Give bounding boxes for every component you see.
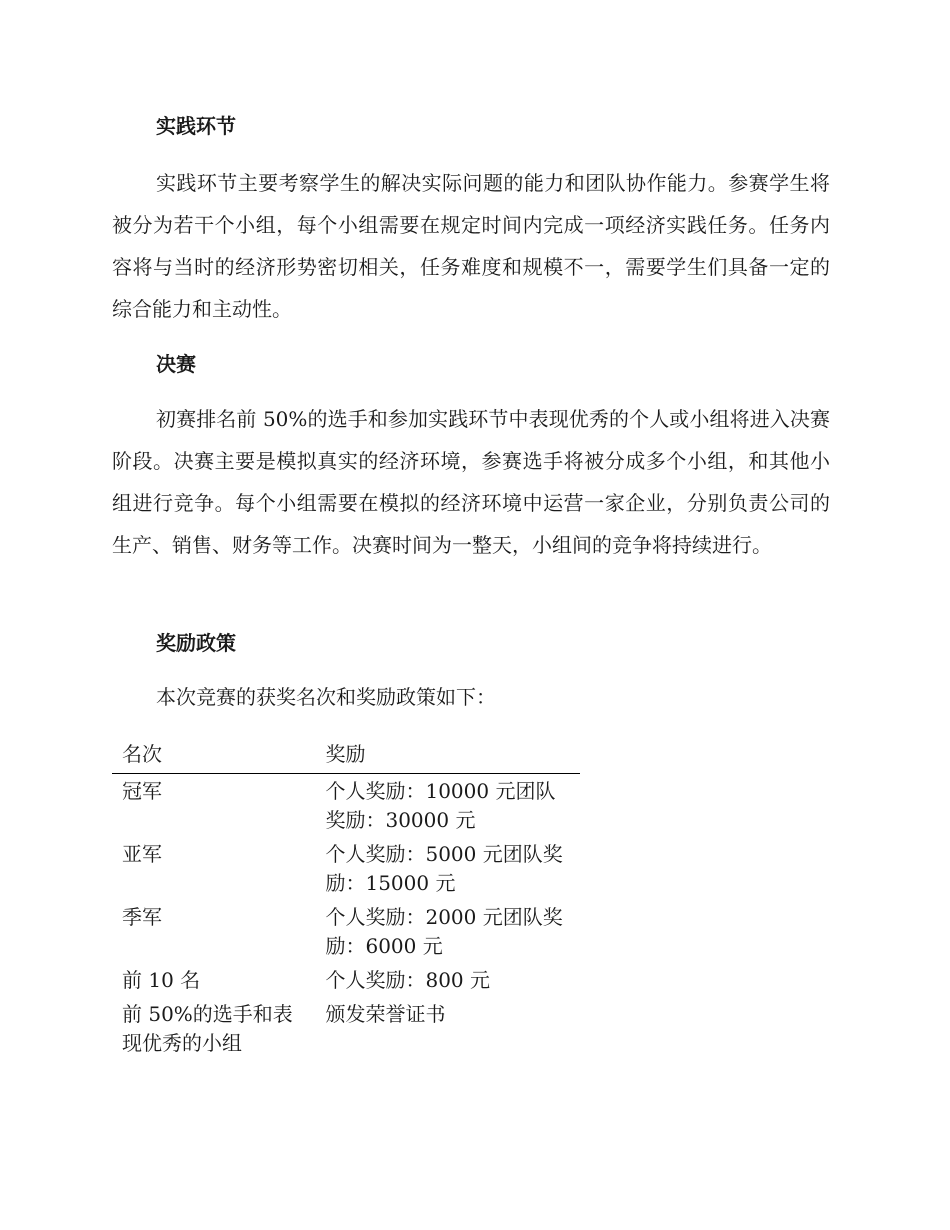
section-paragraph-rewards: 本次竞赛的获奖名次和奖励政策如下： — [156, 685, 496, 709]
table-cell-reward: 个人奖励：5000 元团队奖励：15000 元 — [325, 842, 563, 895]
section-heading-rewards: 奖励政策 — [156, 631, 236, 655]
section-heading-practice: 实践环节 — [156, 114, 236, 138]
table-cell-rank: 亚军 — [122, 842, 162, 866]
table-header-rank: 名次 — [112, 737, 315, 774]
table-row — [112, 774, 580, 838]
table-cell-rank: 季军 — [122, 905, 162, 929]
table-cell-reward: 个人奖励：800 元 — [325, 968, 490, 992]
rewards-table — [112, 737, 580, 1060]
table-cell-rank: 前 50%的选手和表现优秀的小组 — [122, 1002, 293, 1055]
table-cell-reward: 个人奖励：10000 元团队奖励：30000 元 — [325, 779, 556, 832]
table-cell-reward: 颁发荣誉证书 — [325, 1002, 446, 1026]
table-row — [112, 837, 580, 900]
section-paragraph-practice: 实践环节主要考察学生的解决实际问题的能力和团队协作能力。参赛学生将被分为若干个小组，每个小组需要在规定时间内完成一项经济实践任务。任务内容将与当时的经济形势密切相关，任务难度和规模不一，需要学生们具备一定的综合能力和主动性。 — [112, 171, 830, 321]
table-row — [112, 900, 580, 963]
section-heading-final: 决赛 — [156, 352, 196, 376]
table-cell-rank: 冠军 — [122, 779, 162, 803]
table-row — [112, 997, 580, 1060]
table-header-row — [112, 737, 580, 774]
table-cell-rank: 前 10 名 — [122, 968, 201, 992]
section-paragraph-final: 初赛排名前 50%的选手和参加实践环节中表现优秀的个人或小组将进入决赛阶段。决赛主要是模拟真实的经济环境，参赛选手将被分成多个小组，和其他小组进行竞争。每个小组需要在模拟的经济环境中运营一家企业，分别负责公司的生产、销售、财务等工作。决赛时间为一整天，小组间的竞争将持续进行。 — [112, 407, 830, 557]
table-row — [112, 963, 580, 997]
table-cell-reward: 个人奖励：2000 元团队奖励：6000 元 — [325, 905, 563, 958]
table-header-reward: 奖励 — [315, 737, 580, 774]
